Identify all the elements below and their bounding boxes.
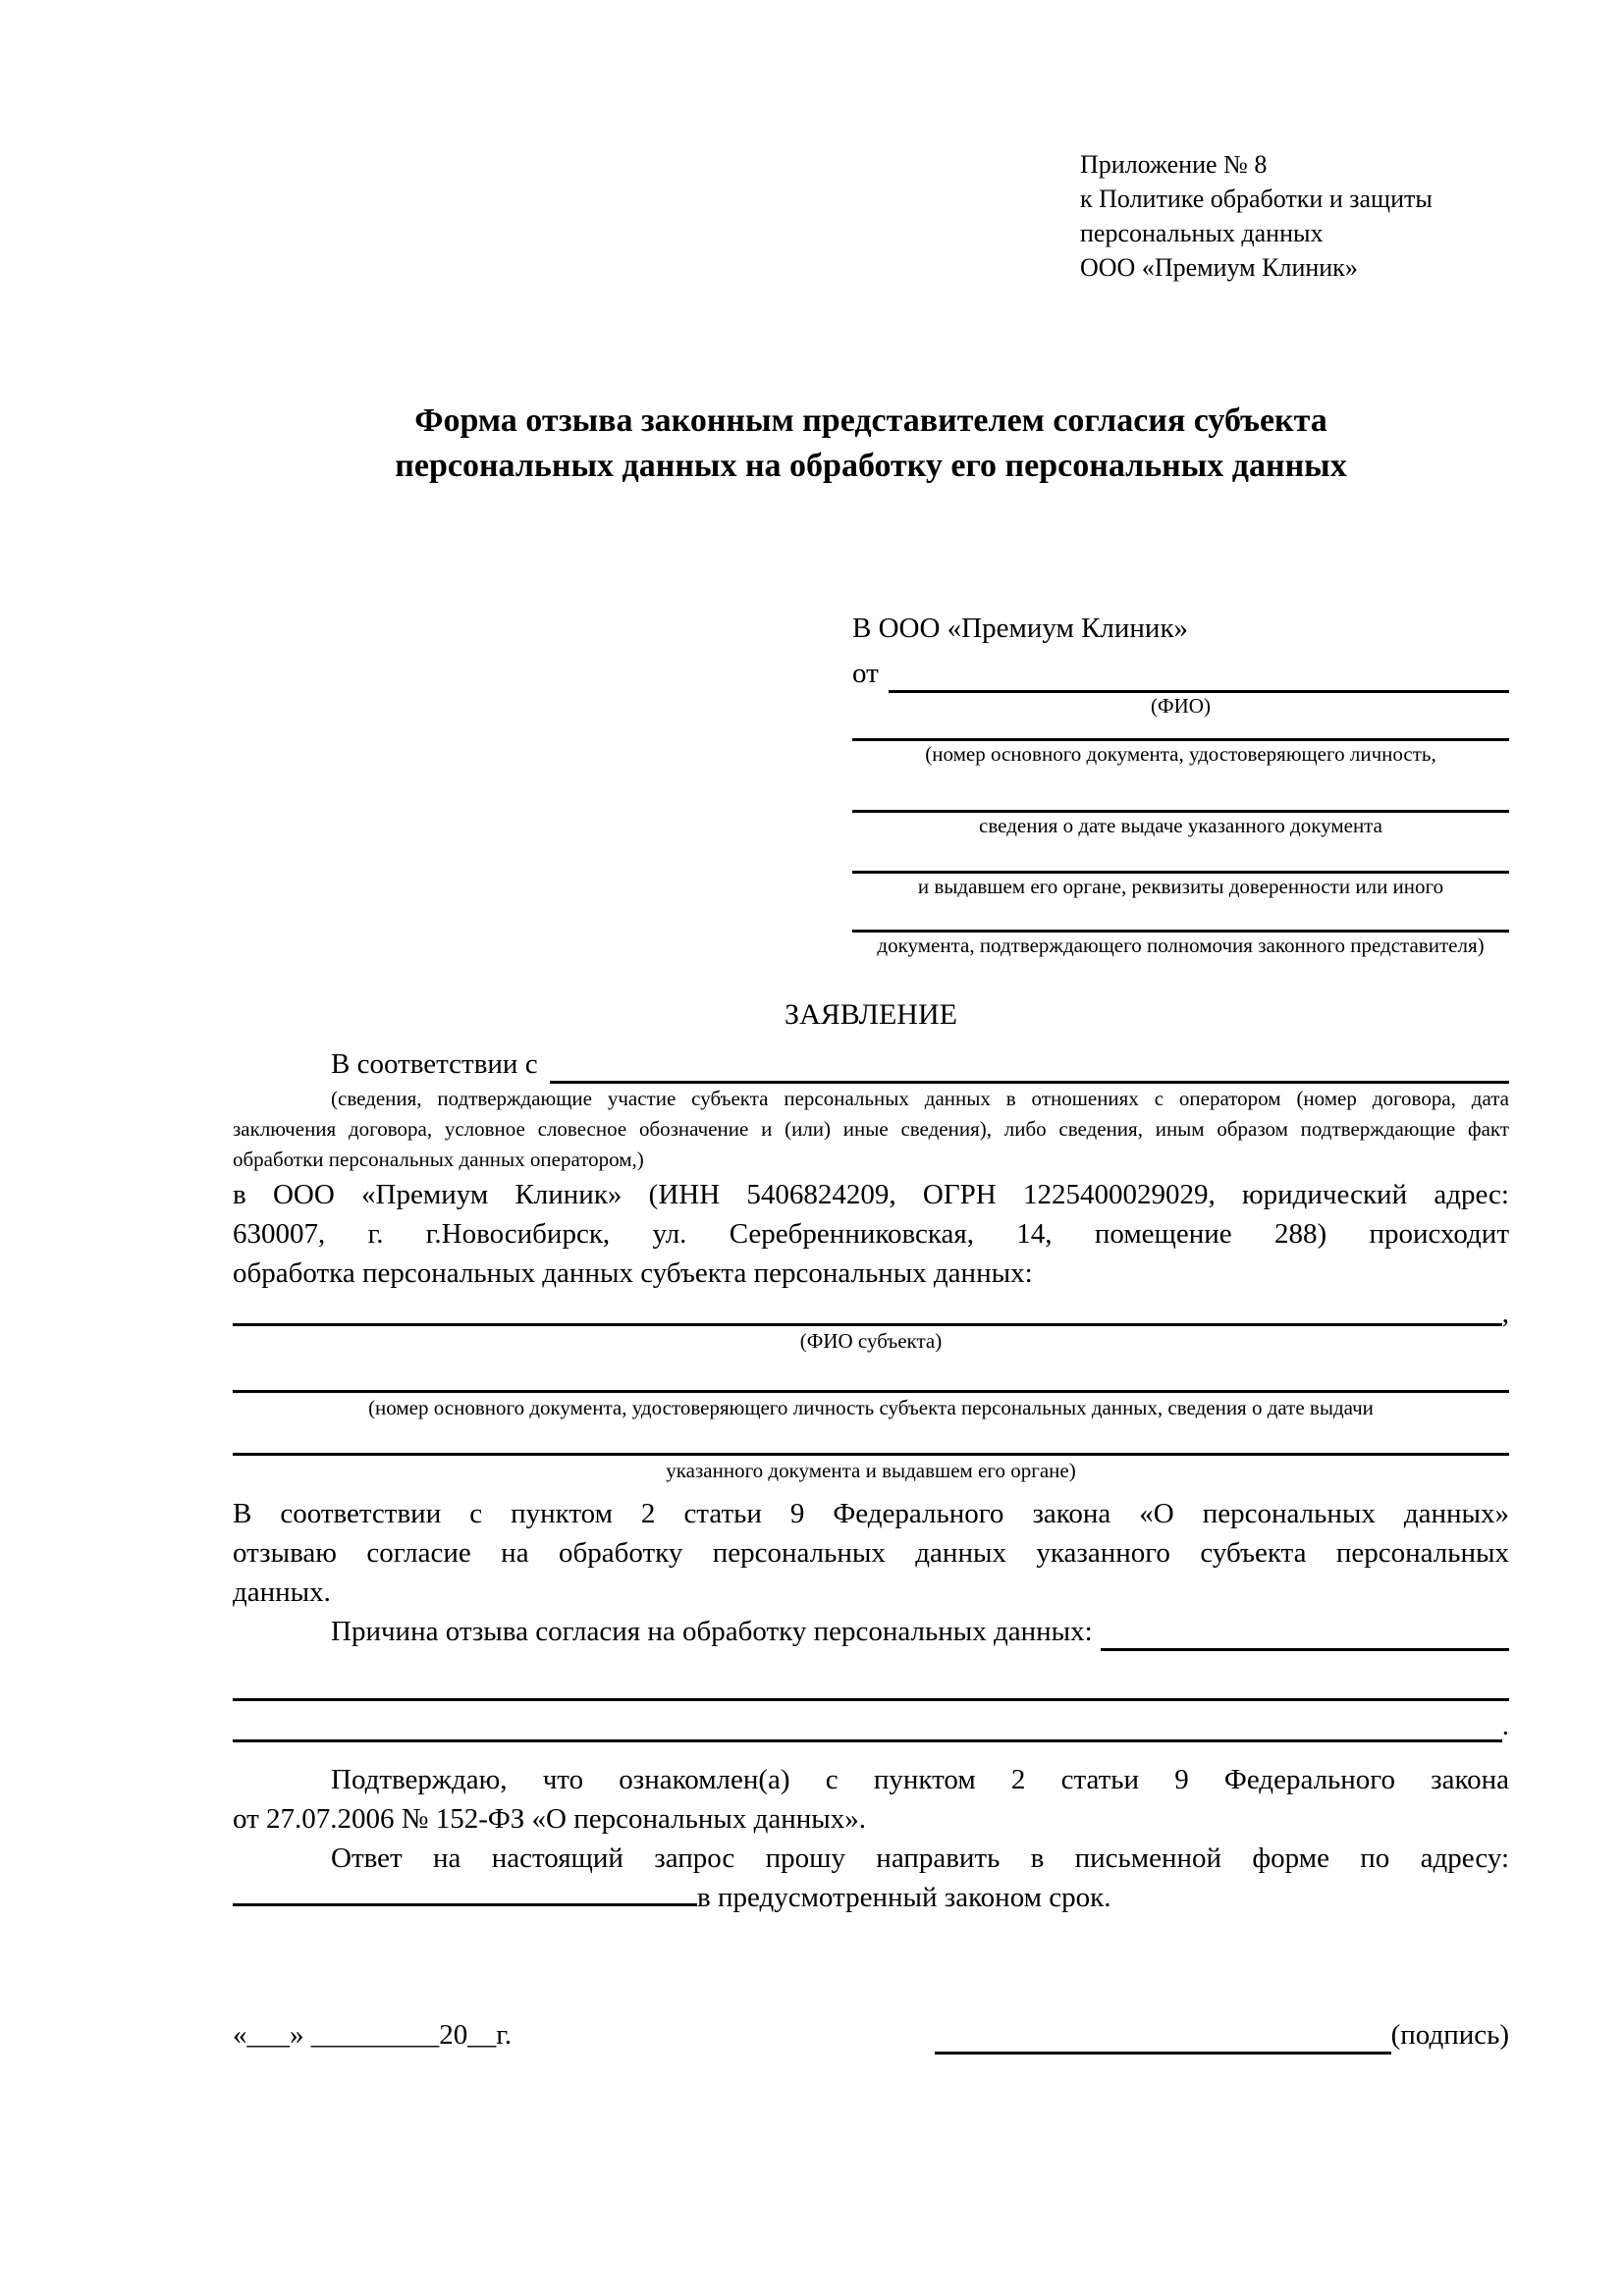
- reason-label: Причина отзыва согласия на обработку персональных данных:: [331, 1616, 1093, 1647]
- reply-address-blank-line: [233, 1903, 697, 1906]
- reason-field-row: [233, 1612, 1509, 1651]
- date-blank-text: «___» _________20__г.: [233, 2019, 513, 2051]
- statement-heading: ЗАЯВЛЕНИЕ: [785, 998, 957, 1031]
- doc-issuer-blank-line: [852, 838, 1509, 874]
- subject-fio-field-row: [233, 1298, 1509, 1329]
- subject-doc-issuer-blank-line: [233, 1423, 1509, 1456]
- reason-blank-line-3-rule: [233, 1739, 1502, 1742]
- reason-blank-line: [1101, 1648, 1509, 1651]
- signature-blank-line: [935, 2052, 1391, 2055]
- reply-second-line: [233, 1878, 1509, 1917]
- operator-paragraph-line: обработка персональных данных субъекта персональных данных:: [233, 1257, 1033, 1289]
- intro-caption-line: заключения договора, условное словесное обозначение и (или) иные сведения), либо сведения, иным образом подтверждающие факт: [233, 1117, 1509, 1141]
- appendix-block: [1080, 0, 1509, 285]
- page-title-line: персональных данных на обработку его персональных данных: [395, 448, 1347, 484]
- operator-paragraph-line: 630007, г. г.Новосибирск, ул. Серебренниковская, 14, помещение 288) происходит: [233, 1218, 1509, 1250]
- footer-row: [233, 2015, 1509, 2055]
- acknowledgement-paragraph: [233, 1760, 1509, 1839]
- acknowledgement-line: от 27.07.2006 № 152-ФЗ «О персональных данных».: [233, 1803, 867, 1835]
- doc-issuer-caption: и выдавшем его органе, реквизиты доверенности или иного: [917, 875, 1444, 898]
- reason-blank-line-3: [233, 1701, 1509, 1742]
- reply-address-line: Ответ на настоящий запрос прошу направить в письменной форме по адресу:: [331, 1842, 1509, 1874]
- page-title: [233, 399, 1509, 489]
- signature-area: [935, 2015, 1509, 2055]
- withdrawal-paragraph: [233, 1494, 1509, 1612]
- appendix-line: персональных данных: [1080, 219, 1324, 247]
- reason-blank-line-2: [233, 1651, 1509, 1701]
- intro-field-row: [233, 1044, 1509, 1084]
- reply-suffix: в предусмотренный законом срок.: [697, 1882, 1111, 1913]
- signature-caption: (подпись): [1390, 2019, 1509, 2051]
- doc-number-blank-line: [852, 719, 1509, 741]
- doc-authority-caption: документа, подтверждающего полномочия законного представителя): [877, 934, 1485, 957]
- operator-paragraph-line: в ООО «Премиум Клиник» (ИНН 5406824209, ОГРН 1225400029029, юридический адрес:: [233, 1179, 1509, 1210]
- subject-fio-caption: (ФИО субъекта): [799, 1329, 943, 1353]
- intro-caption-line: (сведения, подтверждающие участие субъекта персональных данных в отношениях с оператором (номер договора, дата: [331, 1087, 1509, 1110]
- appendix-line: Приложение № 8: [1080, 150, 1268, 179]
- appendix-line: к Политике обработки и защиты: [1080, 185, 1433, 213]
- withdrawal-paragraph-line: В соответствии с пунктом 2 статьи 9 Федерального закона «О персональных данных»: [233, 1498, 1509, 1529]
- operator-paragraph: [233, 1175, 1509, 1293]
- addressee-to: В ООО «Премиум Клиник»: [852, 613, 1189, 644]
- doc-number-caption: (номер основного документа, удостоверяющего личность,: [925, 742, 1436, 766]
- doc-authority-blank-line: [852, 899, 1509, 933]
- intro-caption-line: обработки персональных данных оператором,): [233, 1148, 644, 1171]
- appendix-line: ООО «Премиум Клиник»: [1080, 253, 1358, 282]
- doc-date-caption: сведения о дате выдаче указанного документа: [979, 814, 1382, 837]
- addressee-block: [852, 609, 1509, 958]
- reason-trailing-period: .: [1501, 1710, 1509, 1741]
- from-field-row: [852, 654, 1509, 693]
- subject-doc-caption-1: (номер основного документа, удостоверяющего личность субъекта персональных данных, сведения о дате выдачи: [368, 1396, 1374, 1419]
- fio-caption: (ФИО): [1151, 694, 1211, 718]
- subject-doc-blank-line: [233, 1357, 1509, 1393]
- subject-doc-caption-2: указанного документа и выдавшем его органе): [666, 1459, 1076, 1482]
- doc-date-blank-line: [852, 767, 1509, 813]
- intro-caption: [233, 1084, 1509, 1175]
- from-label: от: [852, 658, 879, 689]
- withdrawal-paragraph-line: отзываю согласие на обработку персональных данных указанного субъекта персональных: [233, 1537, 1509, 1569]
- subject-fio-trailing-comma: ,: [1501, 1298, 1509, 1329]
- reply-paragraph: [233, 1839, 1509, 1917]
- acknowledgement-line: Подтверждаю, что ознакомлен(а) с пунктом 2 статьи 9 Федерального закона: [331, 1764, 1509, 1795]
- intro-label: В соответствии с: [331, 1048, 538, 1080]
- withdrawal-paragraph-line: данных.: [233, 1576, 331, 1608]
- page-title-line: Форма отзыва законным представителем согласия субъекта: [414, 402, 1327, 439]
